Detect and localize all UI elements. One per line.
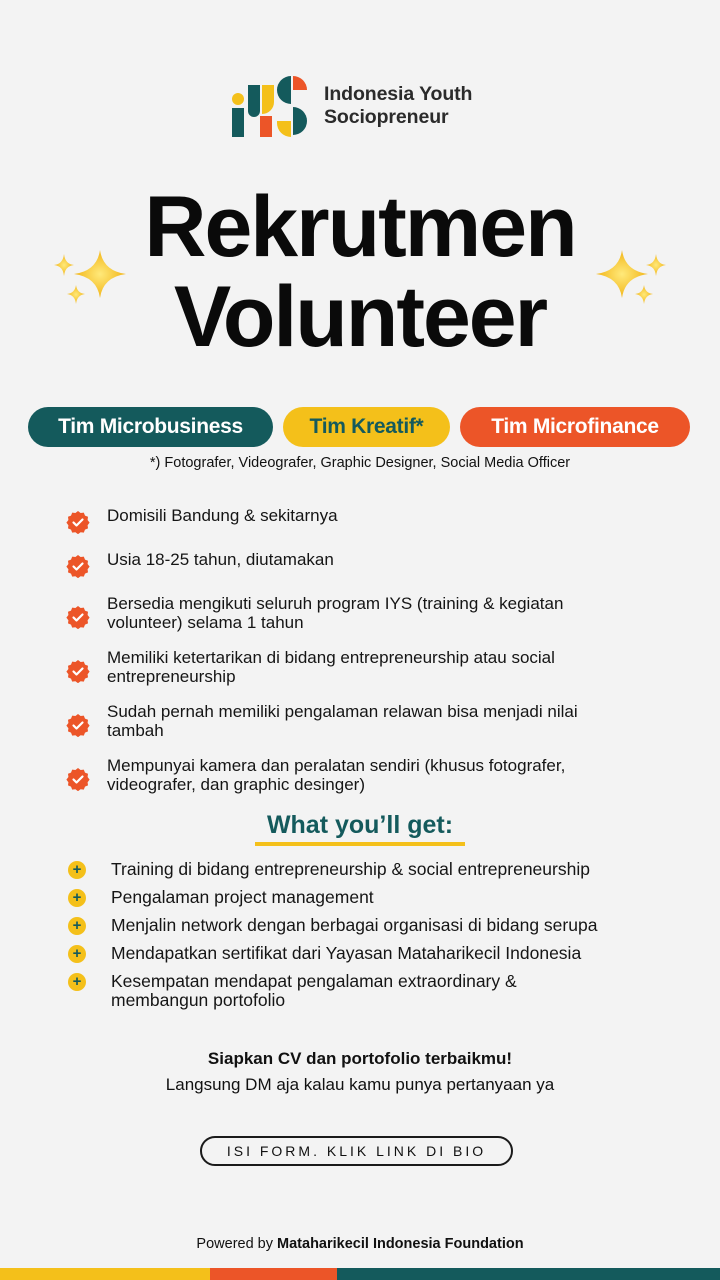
benefit-item bbox=[68, 860, 688, 879]
benefits-heading bbox=[0, 810, 720, 846]
brand-name bbox=[324, 83, 472, 129]
brand-name-line2: Sociopreneur bbox=[324, 106, 449, 128]
check-badge-icon bbox=[66, 510, 90, 534]
powered-by bbox=[0, 1236, 720, 1252]
requirement-text-cont: videografer, dan graphic desinger) bbox=[107, 775, 365, 794]
team-pills bbox=[28, 407, 690, 447]
requirement-text-cont: entrepreneurship bbox=[107, 667, 236, 686]
requirement-text: Domisili Bandung & sekitarnya bbox=[107, 506, 338, 525]
benefit-text: Pengalaman project management bbox=[111, 887, 374, 907]
plus-circle-icon: + bbox=[68, 889, 86, 907]
requirement-text-cont: tambah bbox=[107, 721, 164, 740]
check-badge-icon bbox=[66, 659, 90, 683]
benefit-text: Mendapatkan sertifikat dari Yayasan Mataharikecil Indonesia bbox=[111, 943, 582, 963]
powered-by-prefix: Powered by bbox=[196, 1236, 273, 1252]
team-pill-kreatif: Tim Kreatif* bbox=[283, 407, 450, 447]
requirement-item bbox=[66, 594, 666, 632]
brand-logo bbox=[231, 74, 472, 138]
cta-subline: Langsung DM aja kalau kamu punya pertanyaan ya bbox=[165, 1075, 555, 1094]
requirement-text-cont: volunteer) selama 1 tahun bbox=[107, 613, 304, 632]
stripe-orange bbox=[210, 1268, 337, 1280]
color-stripe bbox=[0, 1268, 720, 1280]
page-title bbox=[0, 179, 720, 365]
requirement-item bbox=[66, 702, 666, 740]
benefit-item bbox=[68, 916, 688, 935]
requirement-item bbox=[66, 506, 666, 534]
plus-circle-icon: + bbox=[68, 861, 86, 879]
title-line1: Rekrutmen bbox=[144, 179, 576, 275]
requirement-text: Mempunyai kamera dan peralatan sendiri (khusus fotografer, bbox=[107, 756, 566, 775]
check-badge-icon bbox=[66, 605, 90, 629]
benefit-text: Menjalin network dengan berbagai organisasi di bidang serupa bbox=[111, 915, 598, 935]
benefit-item bbox=[68, 972, 688, 1010]
benefits-heading-text: What you’ll get: bbox=[255, 810, 465, 846]
title-line2: Volunteer bbox=[173, 269, 547, 365]
benefit-text-cont: membangun portofolio bbox=[111, 990, 286, 1010]
team-footnote: *) Fotografer, Videografer, Graphic Designer, Social Media Officer bbox=[149, 455, 571, 471]
benefit-text: Training di bidang entrepreneurship & social entrepreneurship bbox=[111, 859, 590, 879]
requirements-list bbox=[66, 506, 666, 794]
check-badge-icon bbox=[66, 713, 90, 737]
brand-name-line1: Indonesia Youth bbox=[324, 83, 473, 105]
benefit-item bbox=[68, 944, 688, 963]
requirement-text: Bersedia mengikuti seluruh program IYS (training & kegiatan bbox=[107, 594, 564, 613]
requirement-item bbox=[66, 550, 666, 578]
requirement-text: Usia 18-25 tahun, diutamakan bbox=[107, 550, 334, 569]
stripe-teal bbox=[337, 1268, 720, 1280]
fill-form-button[interactable]: ISI FORM. KLIK LINK DI BIO bbox=[200, 1136, 513, 1166]
requirement-text: Sudah pernah memiliki pengalaman relawan bisa menjadi nilai bbox=[107, 702, 578, 721]
requirement-item bbox=[66, 756, 666, 794]
cta-headline: Siapkan CV dan portofolio terbaikmu! bbox=[207, 1049, 513, 1068]
iys-logo-mark bbox=[231, 74, 311, 138]
plus-circle-icon: + bbox=[68, 945, 86, 963]
powered-by-org: Mataharikecil Indonesia Foundation bbox=[277, 1236, 524, 1252]
plus-circle-icon: + bbox=[68, 917, 86, 935]
benefit-text: Kesempatan mendapat pengalaman extraordinary & bbox=[111, 971, 517, 991]
benefits-list bbox=[68, 860, 688, 1010]
check-badge-icon bbox=[66, 554, 90, 578]
requirement-item bbox=[66, 648, 666, 686]
stripe-yellow bbox=[0, 1268, 210, 1280]
team-pill-microfinance: Tim Microfinance bbox=[460, 407, 690, 447]
requirement-text: Memiliki ketertarikan di bidang entrepreneurship atau social bbox=[107, 648, 555, 667]
benefit-item bbox=[68, 888, 688, 907]
plus-circle-icon: + bbox=[68, 973, 86, 991]
team-pill-microbusiness: Tim Microbusiness bbox=[28, 407, 273, 447]
check-badge-icon bbox=[66, 767, 90, 791]
